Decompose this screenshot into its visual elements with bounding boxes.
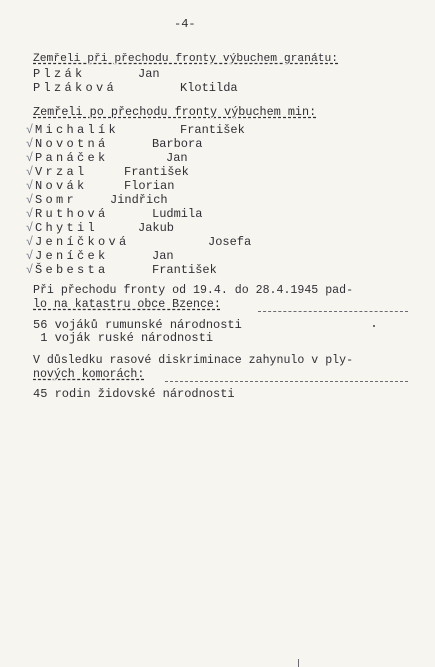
- check-mark: √: [26, 179, 34, 193]
- check-mark: √: [26, 123, 34, 137]
- victim-surname: Michalík: [35, 123, 120, 137]
- victim-given-name: Jakub: [138, 221, 175, 235]
- victim-surname: Plzák: [33, 67, 86, 81]
- ink-dot: [373, 325, 375, 327]
- victim-given-name: Florian: [124, 179, 175, 193]
- victim-given-name: Josefa: [208, 235, 252, 249]
- families-perished-line: 45 rodin židovské národnosti: [33, 387, 235, 401]
- soldier-casualties-line: 56 vojáků rumunské národnosti: [33, 318, 242, 332]
- check-mark: √: [26, 165, 34, 179]
- dashed-rule: [165, 381, 408, 382]
- victim-given-name: František: [152, 263, 217, 277]
- check-mark: √: [26, 235, 34, 249]
- check-mark: √: [26, 193, 34, 207]
- check-mark: √: [26, 221, 34, 235]
- check-mark: √: [26, 249, 34, 263]
- victim-given-name: Jindřich: [110, 193, 168, 207]
- racial-persecution-line-2: nových komorách:: [33, 368, 145, 381]
- victim-given-name: František: [124, 165, 189, 179]
- victim-surname: Somr: [35, 193, 78, 207]
- victim-given-name: Ludmila: [152, 207, 203, 221]
- section-heading-mines: Zemřeli po přechodu fronty výbuchem min:: [33, 105, 317, 119]
- check-mark: √: [26, 151, 34, 165]
- victim-given-name: Barbora: [152, 137, 203, 151]
- victim-surname: Šebesta: [35, 263, 109, 277]
- victim-surname: Plzáková: [33, 81, 118, 95]
- victim-surname: Jeníček: [35, 249, 109, 263]
- victim-given-name: Jan: [138, 67, 160, 81]
- victim-surname: Vrzal: [35, 165, 88, 179]
- victim-surname: Novotná: [35, 137, 109, 151]
- check-mark: √: [26, 207, 34, 221]
- check-mark: √: [26, 263, 34, 277]
- victim-given-name: Jan: [152, 249, 174, 263]
- margin-mark: [298, 659, 299, 667]
- page-number: -4-: [174, 17, 196, 31]
- soldier-casualties-line: 1 voják ruské národnosti: [33, 331, 214, 345]
- dashed-rule: [258, 311, 408, 312]
- victim-given-name: Jan: [166, 151, 188, 165]
- victim-surname: Ruthová: [35, 207, 109, 221]
- victim-surname: Jeníčková: [35, 235, 130, 249]
- front-crossing-line-1: Při přechodu fronty od 19.4. do 28.4.1945 pad-: [33, 284, 354, 297]
- victim-surname: Chytil: [35, 221, 99, 235]
- racial-persecution-line-1: V důsledku rasové diskriminace zahynulo v ply-: [33, 354, 354, 367]
- victim-surname: Panáček: [35, 151, 109, 165]
- section-heading-grenade: Zemřeli při přechodu fronty výbuchem granátu:: [33, 53, 339, 65]
- victim-given-name: František: [180, 123, 245, 137]
- check-mark: √: [26, 137, 34, 151]
- victim-surname: Novák: [35, 179, 88, 193]
- front-crossing-line-2: lo na katastru obce Bzence:: [33, 298, 221, 311]
- victim-given-name: Klotilda: [180, 81, 238, 95]
